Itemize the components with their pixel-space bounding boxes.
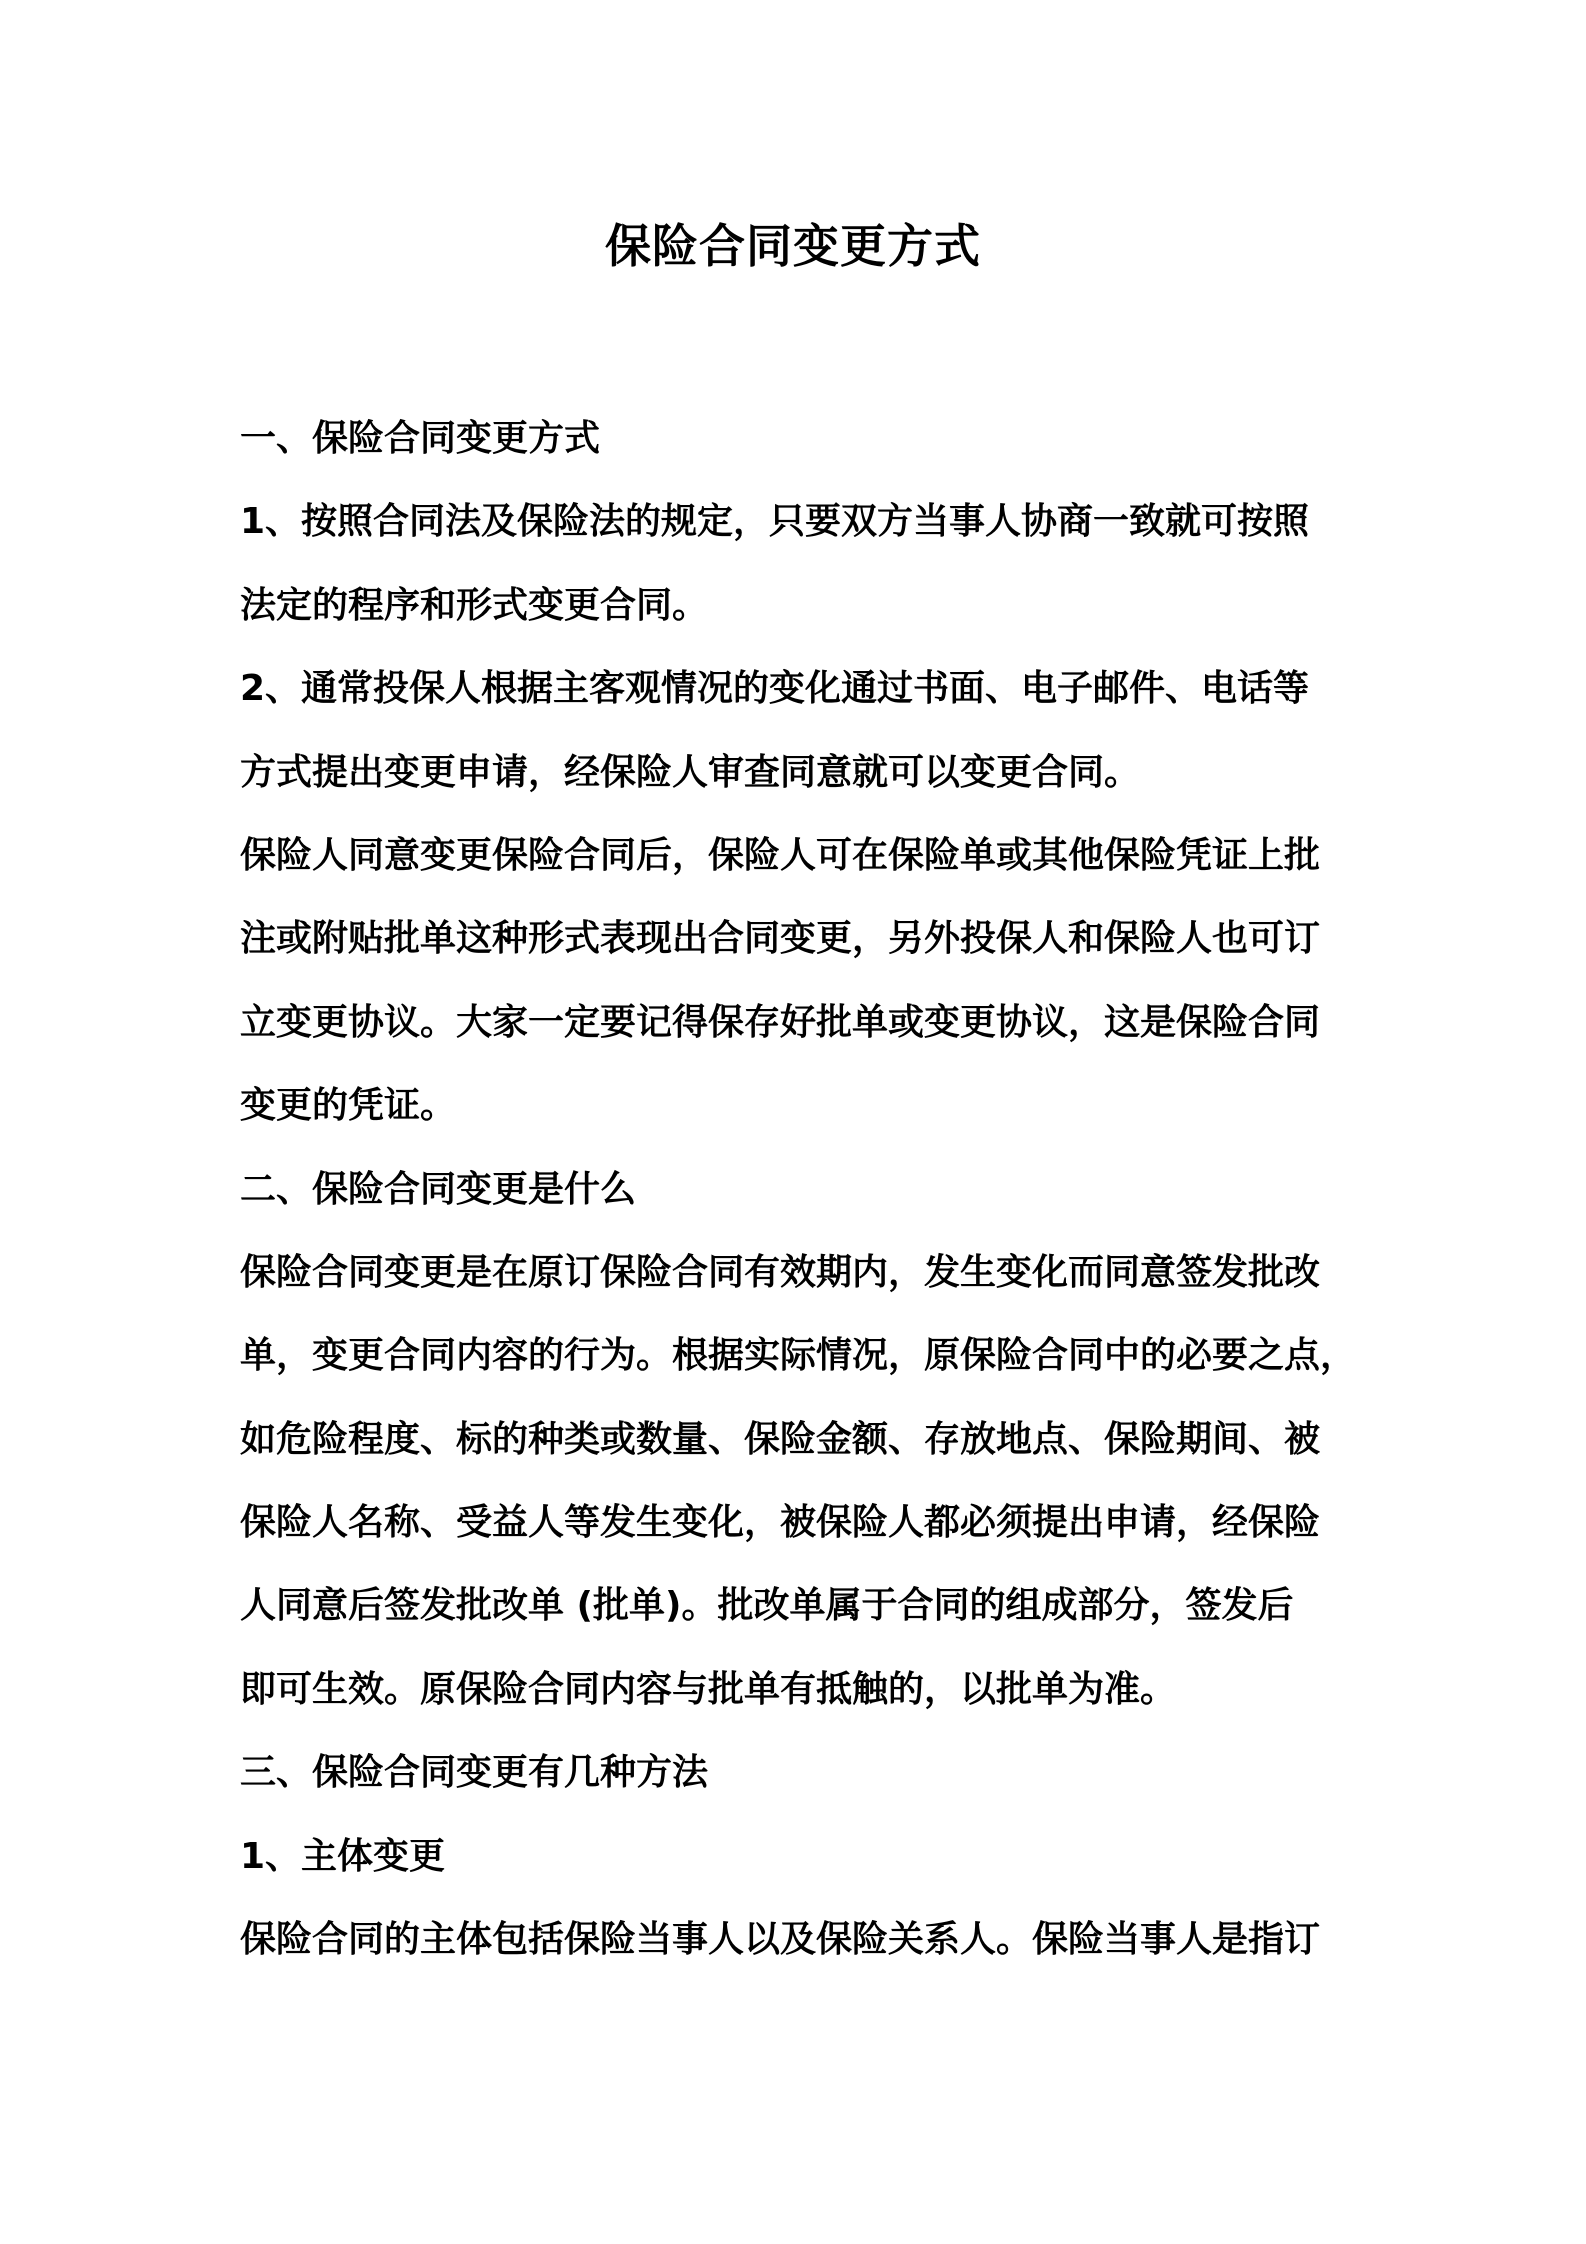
paragraph-line: 如危险程度、标的种类或数量、保险金额、存放地点、保险期间、被 — [240, 1418, 1321, 1460]
paragraph-line: 2、通常投保人根据主客观情况的变化通过书面、电子邮件、电话等 — [240, 668, 1310, 710]
paragraph-line: 法定的程序和形式变更合同。 — [240, 584, 709, 626]
section-heading-1: 一、保险合同变更方式 — [240, 418, 601, 459]
paragraph-line: 保险人同意变更保险合同后，保险人可在保险单或其他保险凭证上批 — [240, 834, 1321, 876]
paragraph-line: 保险合同变更是在原订保险合同有效期内，发生变化而同意签发批改 — [240, 1251, 1321, 1293]
paragraph-line: 即可生效。原保险合同内容与批单有抵触的，以批单为准。 — [240, 1668, 1177, 1710]
paragraph-line: 注或附贴批单这种形式表现出合同变更，另外投保人和保险人也可订 — [240, 918, 1321, 960]
paragraph-line: 1、按照合同法及保险法的规定，只要双方当事人协商一致就可按照 — [240, 501, 1310, 543]
subsection-heading: 1、主体变更 — [240, 1835, 446, 1877]
paragraph-line: 立变更协议。大家一定要记得保存好批单或变更协议，这是保险合同 — [240, 1001, 1321, 1043]
paragraph-line: 保险合同的主体包括保险当事人以及保险关系人。保险当事人是指订 — [240, 1919, 1321, 1961]
paragraph-line: 保险人名称、受益人等发生变化，被保险人都必须提出申请，经保险 — [240, 1502, 1321, 1544]
document-title: 保险合同变更方式 — [605, 219, 981, 273]
document-body — [240, 397, 1357, 1981]
paragraph-line: 人同意后签发批改单 (批单)。批改单属于合同的组成部分，签发后 — [240, 1585, 1294, 1627]
section-heading-2: 二、保险合同变更是什么 — [240, 1168, 637, 1210]
paragraph-line: 变更的凭证。 — [240, 1085, 457, 1127]
section-heading-3: 三、保险合同变更有几种方法 — [240, 1752, 709, 1794]
paragraph-line: 单，变更合同内容的行为。根据实际情况，原保险合同中的必要之点， — [240, 1335, 1357, 1377]
paragraph-line: 方式提出变更申请，经保险人审查同意就可以变更合同。 — [240, 751, 1141, 793]
